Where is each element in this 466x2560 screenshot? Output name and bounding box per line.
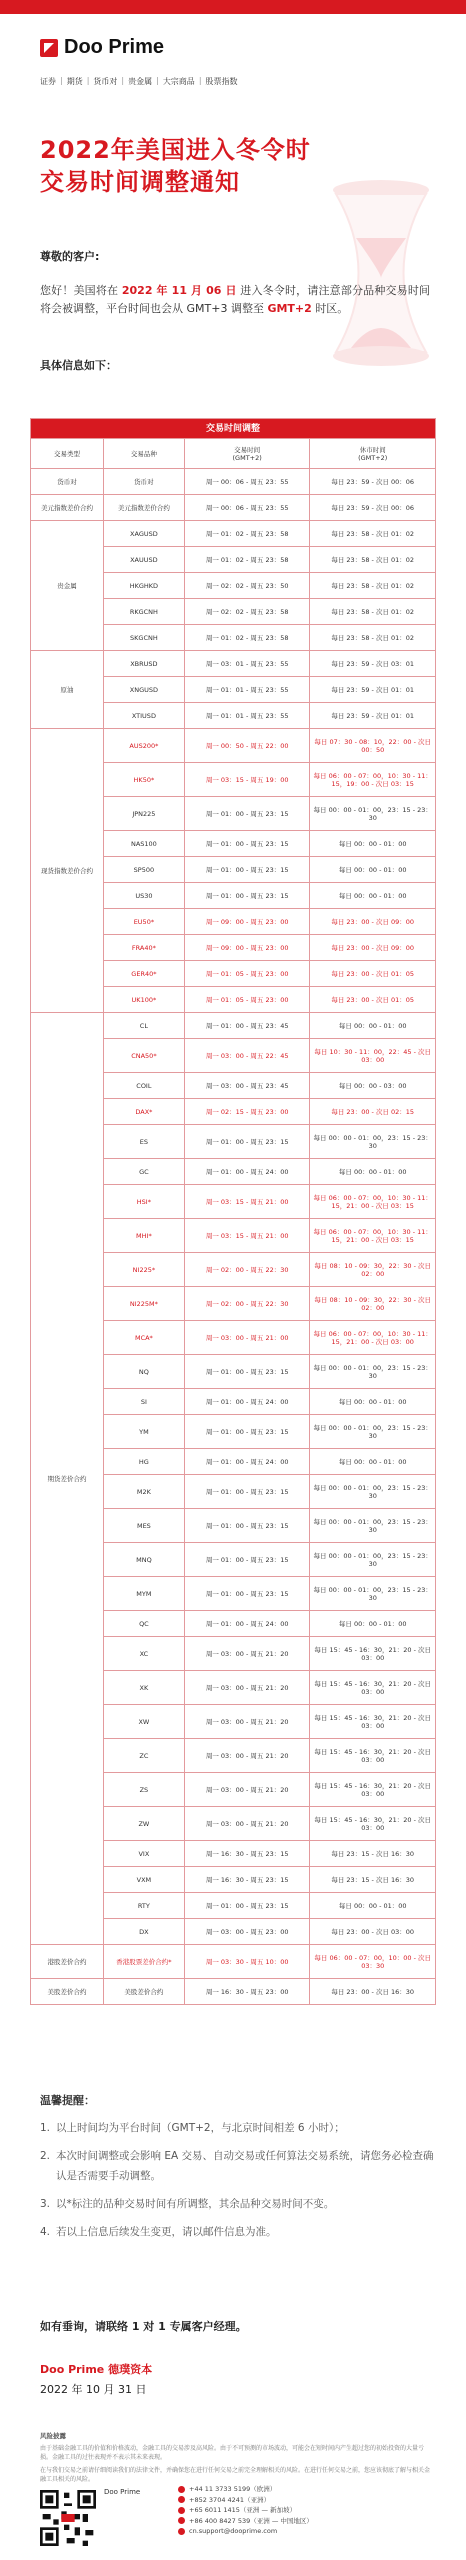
cell-trade-time: 周一 03：00 - 周五 21：20 bbox=[184, 1739, 310, 1773]
signature-brand: Doo Prime 德璞资本 bbox=[40, 2363, 153, 2376]
cell-symbol: ZC bbox=[103, 1739, 184, 1773]
contact-text: +852 3704 4241（亚洲） bbox=[189, 2495, 271, 2504]
table-row bbox=[31, 729, 436, 763]
cell-trade-time: 周一 01：00 - 周五 23：15 bbox=[184, 1125, 310, 1159]
cell-close-time: 每日 00：00 - 01：00，23：15 - 23：30 bbox=[310, 797, 436, 831]
cell-type: 现货指数差价合约 bbox=[31, 729, 104, 1013]
nav-separator: | bbox=[198, 76, 202, 85]
contact-text: +44 11 3733 5199（欧洲） bbox=[189, 2485, 277, 2493]
tip-text: 本次时间调整或会影响 EA 交易、自动交易或任何算法交易系统，请您务必检查确认是否需要手动调整。 bbox=[56, 2150, 434, 2182]
intro-text-2: 进入冬令时，请注意部分品种交易时间将会被调整，平台时间也会从 GMT+3 调整至 bbox=[40, 284, 431, 315]
cell-close-time: 每日 07：30 - 08：10，22：00 - 次日 00：50 bbox=[310, 729, 436, 763]
cell-close-time: 每日 06：00 - 07：00，10：30 - 11：15，19：00 - 次日 03：15 bbox=[310, 763, 436, 797]
risk-paragraph: 在与我们交易之前请仔细阅读我们的法律文件，并确保您在进行任何交易之前完全理解相关的风险。在进行任何交易之前，您应该彻底了解与相关金融工具相关的风险。 bbox=[40, 2467, 431, 2483]
cell-symbol: NAS100 bbox=[103, 831, 184, 857]
cell-close-time: 每日 23：58 - 次日 01：02 bbox=[310, 573, 436, 599]
cell-close-time: 每日 23：00 - 次日 09：00 bbox=[310, 909, 436, 935]
cell-close-time: 每日 23：00 - 次日 01：05 bbox=[310, 961, 436, 987]
cell-trade-time: 周一 01：00 - 周五 23：15 bbox=[184, 883, 310, 909]
tip-item bbox=[40, 2118, 436, 2138]
cell-close-time: 每日 00：00 - 01：00 bbox=[310, 883, 436, 909]
cell-trade-time: 周一 00：06 - 周五 23：55 bbox=[184, 495, 310, 521]
cell-symbol: RTY bbox=[103, 1893, 184, 1919]
cell-trade-time: 周一 01：00 - 周五 23：15 bbox=[184, 1509, 310, 1543]
header-trade-time: 交易时间 (GMT+2) bbox=[184, 439, 310, 469]
contact-text: +65 6011 1415（亚洲 — 新加坡） bbox=[189, 2506, 297, 2514]
cell-trade-time: 周一 16：30 - 周五 23：15 bbox=[184, 1867, 310, 1893]
tip-item bbox=[40, 2146, 436, 2186]
cell-trade-time: 周一 02：00 - 周五 22：30 bbox=[184, 1287, 310, 1321]
cell-trade-time: 周一 01：01 - 周五 23：55 bbox=[184, 703, 310, 729]
header-symbol: 交易品种 bbox=[103, 439, 184, 469]
cell-close-time: 每日 00：00 - 01：00，23：15 - 23：30 bbox=[310, 1355, 436, 1389]
cell-trade-time: 周一 03：15 - 周五 21：00 bbox=[184, 1185, 310, 1219]
cell-symbol: VXM bbox=[103, 1867, 184, 1893]
cell-close-time: 每日 23：59 - 次日 01：01 bbox=[310, 677, 436, 703]
table-row bbox=[31, 1945, 436, 1979]
tip-number: 1. bbox=[40, 2122, 51, 2134]
cell-trade-time: 周一 02：00 - 周五 22：30 bbox=[184, 1253, 310, 1287]
cell-symbol: COIL bbox=[103, 1073, 184, 1099]
nav-separator: | bbox=[156, 76, 159, 85]
cell-symbol: 美股差价合约 bbox=[103, 1979, 184, 2005]
cell-type: 期货差价合约 bbox=[31, 1013, 104, 1945]
cell-type: 美股差价合约 bbox=[31, 1979, 104, 2005]
cell-symbol: XNGUSD bbox=[103, 677, 184, 703]
cell-close-time: 每日 00：00 - 01：00 bbox=[310, 1611, 436, 1637]
cell-symbol: 香港股票差价合约* bbox=[103, 1945, 184, 1979]
intro-paragraph bbox=[40, 282, 430, 318]
cell-trade-time: 周一 03：00 - 周五 21：00 bbox=[184, 1321, 310, 1355]
cell-trade-time: 周一 03：30 - 周五 10：00 bbox=[184, 1945, 310, 1979]
cell-symbol: CL bbox=[103, 1013, 184, 1039]
cell-symbol: MCA* bbox=[103, 1321, 184, 1355]
cell-symbol: NQ bbox=[103, 1355, 184, 1389]
tip-number: 2. bbox=[40, 2150, 51, 2162]
cell-trade-time: 周一 03：00 - 周五 22：45 bbox=[184, 1039, 310, 1073]
cell-symbol: XK bbox=[103, 1671, 184, 1705]
header bbox=[0, 14, 466, 94]
cell-trade-time: 周一 02：15 - 周五 23：00 bbox=[184, 1099, 310, 1125]
cell-close-time: 每日 15：45 - 16：30，21：20 - 次日 03：00 bbox=[310, 1671, 436, 1705]
cell-trade-time: 周一 01：00 - 周五 23：15 bbox=[184, 1543, 310, 1577]
cell-close-time: 每日 15：45 - 16：30，21：20 - 次日 03：00 bbox=[310, 1705, 436, 1739]
nav-separator: | bbox=[121, 76, 125, 85]
cell-trade-time: 周一 03：00 - 周五 21：20 bbox=[184, 1637, 310, 1671]
cell-close-time: 每日 00：00 - 01：00，23：15 - 23：30 bbox=[310, 1415, 436, 1449]
cell-trade-time: 周一 09：00 - 周五 23：00 bbox=[184, 935, 310, 961]
cell-symbol: NI225* bbox=[103, 1253, 184, 1287]
cell-close-time: 每日 23：58 - 次日 01：02 bbox=[310, 599, 436, 625]
cell-trade-time: 周一 16：30 - 周五 23：15 bbox=[184, 1841, 310, 1867]
cell-close-time: 每日 00：00 - 01：00 bbox=[310, 831, 436, 857]
cell-symbol: XAUUSD bbox=[103, 547, 184, 573]
header-close-time: 休市时间 (GMT+2) bbox=[310, 439, 436, 469]
cell-symbol: MES bbox=[103, 1509, 184, 1543]
footer-brand: Doo Prime bbox=[104, 2488, 141, 2496]
cell-type: 美元指数差价合约 bbox=[31, 495, 104, 521]
cell-symbol: ZW bbox=[103, 1807, 184, 1841]
cell-trade-time: 周一 03：15 - 周五 21：00 bbox=[184, 1219, 310, 1253]
tip-text: 以上时间均为平台时间（GMT+2，与北京时间相差 6 小时）； bbox=[56, 2122, 345, 2134]
cell-close-time: 每日 06：00 - 07：00，10：00 - 次日 03：30 bbox=[310, 1945, 436, 1979]
cell-trade-time: 周一 00：50 - 周五 22：00 bbox=[184, 729, 310, 763]
cell-symbol: RKGCNH bbox=[103, 599, 184, 625]
cell-type: 原油 bbox=[31, 651, 104, 729]
cell-type: 货币对 bbox=[31, 469, 104, 495]
phone-icon bbox=[178, 2507, 185, 2514]
cell-trade-time: 周一 03：15 - 周五 19：00 bbox=[184, 763, 310, 797]
cell-close-time: 每日 23：00 - 次日 03：00 bbox=[310, 1919, 436, 1945]
cell-symbol: FRA40* bbox=[103, 935, 184, 961]
contact-lines bbox=[178, 2484, 313, 2537]
table-body bbox=[31, 469, 436, 2005]
table-row bbox=[31, 1013, 436, 1039]
nav-item[interactable]: 股票指数 bbox=[205, 77, 238, 86]
contact-email[interactable] bbox=[178, 2526, 313, 2537]
cell-symbol: 美元指数差价合约 bbox=[103, 495, 184, 521]
contact-phone-europe[interactable] bbox=[178, 2484, 313, 2495]
cell-close-time: 每日 23：15 - 次日 16：30 bbox=[310, 1841, 436, 1867]
cell-trade-time: 周一 01：02 - 周五 23：58 bbox=[184, 521, 310, 547]
contact-text: cn.support@dooprime.com bbox=[189, 2527, 278, 2535]
cell-symbol: SKGCNH bbox=[103, 625, 184, 651]
risk-title: 风险披露 bbox=[40, 2432, 66, 2440]
cell-trade-time: 周一 09：00 - 周五 23：00 bbox=[184, 909, 310, 935]
cell-trade-time: 周一 01：00 - 周五 23：15 bbox=[184, 831, 310, 857]
cell-close-time: 每日 00：00 - 01：00 bbox=[310, 1389, 436, 1415]
cell-symbol: XC bbox=[103, 1637, 184, 1671]
cell-close-time: 每日 15：45 - 16：30，21：20 - 次日 03：00 bbox=[310, 1739, 436, 1773]
cell-close-time: 每日 00：00 - 01：00，23：15 - 23：30 bbox=[310, 1125, 436, 1159]
cell-close-time: 每日 00：00 - 01：00，23：15 - 23：30 bbox=[310, 1543, 436, 1577]
cell-close-time: 每日 06：00 - 07：00，10：30 - 11：15，21：00 - 次日 03：15 bbox=[310, 1185, 436, 1219]
cell-trade-time: 周一 01：00 - 周五 23：45 bbox=[184, 1013, 310, 1039]
cell-trade-time: 周一 03：00 - 周五 21：20 bbox=[184, 1705, 310, 1739]
cell-trade-time: 周一 01：00 - 周五 23：15 bbox=[184, 1355, 310, 1389]
brand-logo-icon bbox=[40, 39, 58, 57]
cell-close-time: 每日 00：00 - 01：00 bbox=[310, 1893, 436, 1919]
schedule-table bbox=[30, 418, 436, 2005]
email-icon bbox=[178, 2528, 185, 2535]
cell-symbol: CNA50* bbox=[103, 1039, 184, 1073]
table-row bbox=[31, 651, 436, 677]
cell-symbol: HK50* bbox=[103, 763, 184, 797]
phone-icon bbox=[178, 2517, 185, 2524]
cell-symbol: MYM bbox=[103, 1577, 184, 1611]
top-accent-bar bbox=[0, 0, 466, 14]
cell-symbol: GC bbox=[103, 1159, 184, 1185]
detail-title: 具体信息如下： bbox=[40, 359, 117, 372]
cell-trade-time: 周一 01：00 - 周五 24：00 bbox=[184, 1159, 310, 1185]
cell-trade-time: 周一 01：00 - 周五 23：15 bbox=[184, 1475, 310, 1509]
tip-number: 4. bbox=[40, 2226, 51, 2238]
cell-close-time: 每日 23：58 - 次日 01：02 bbox=[310, 547, 436, 573]
cell-close-time: 每日 15：45 - 16：30，21：20 - 次日 03：00 bbox=[310, 1637, 436, 1671]
brand-name: Doo Prime bbox=[64, 36, 165, 58]
category-nav bbox=[40, 76, 238, 87]
cell-close-time: 每日 08：10 - 09：30，22：30 - 次日 02：00 bbox=[310, 1287, 436, 1321]
cell-symbol: DAX* bbox=[103, 1099, 184, 1125]
tips-title: 温馨提醒： bbox=[40, 2094, 95, 2107]
cell-close-time: 每日 23：59 - 次日 01：01 bbox=[310, 703, 436, 729]
cell-trade-time: 周一 01：01 - 周五 23：55 bbox=[184, 677, 310, 703]
table-row bbox=[31, 1979, 436, 2005]
cell-symbol: ES bbox=[103, 1125, 184, 1159]
signature-date: 2022 年 10 月 31 日 bbox=[40, 2383, 147, 2396]
page-title bbox=[40, 134, 311, 198]
cell-trade-time: 周一 03：00 - 周五 23：00 bbox=[184, 1919, 310, 1945]
intro-text-3: 时区。 bbox=[315, 302, 349, 315]
contact-text: +86 400 8427 539（亚洲 — 中国地区） bbox=[189, 2516, 313, 2525]
cell-close-time: 每日 15：45 - 16：30，21：20 - 次日 03：00 bbox=[310, 1807, 436, 1841]
cell-trade-time: 周一 01：02 - 周五 23：58 bbox=[184, 625, 310, 651]
title-line-2: 交易时间调整通知 bbox=[40, 168, 240, 196]
contact-note: 如有垂询，请联络 1 对 1 专属客户经理。 bbox=[40, 2320, 247, 2333]
cell-trade-time: 周一 03：00 - 周五 21：20 bbox=[184, 1807, 310, 1841]
cell-close-time: 每日 06：00 - 07：00，10：30 - 11：15，21：00 - 次日 03：00 bbox=[310, 1321, 436, 1355]
tip-item bbox=[40, 2194, 436, 2214]
cell-close-time: 每日 23：58 - 次日 01：02 bbox=[310, 521, 436, 547]
cell-trade-time: 周一 01：05 - 周五 23：00 bbox=[184, 961, 310, 987]
nav-item[interactable]: 贵金属 bbox=[128, 77, 153, 86]
cell-symbol: JPN225 bbox=[103, 797, 184, 831]
tip-text: 以*标注的品种交易时间有所调整，其余品种交易时间不变。 bbox=[56, 2198, 335, 2210]
nav-item[interactable]: 期货 bbox=[66, 77, 83, 86]
cell-symbol: DX bbox=[103, 1919, 184, 1945]
cell-symbol: SP500 bbox=[103, 857, 184, 883]
cell-trade-time: 周一 16：30 - 周五 23：00 bbox=[184, 1979, 310, 2005]
contact-phone-singapore[interactable] bbox=[178, 2505, 313, 2516]
nav-item[interactable]: 证券 bbox=[40, 77, 56, 86]
cell-symbol: M2K bbox=[103, 1475, 184, 1509]
cell-close-time: 每日 23：59 - 次日 00：06 bbox=[310, 469, 436, 495]
cell-close-time: 每日 23：00 - 次日 16：30 bbox=[310, 1979, 436, 2005]
table-row bbox=[31, 495, 436, 521]
cell-close-time: 每日 23：59 - 次日 03：01 bbox=[310, 651, 436, 677]
cell-trade-time: 周一 01：00 - 周五 23：15 bbox=[184, 797, 310, 831]
cell-close-time: 每日 00：00 - 01：00 bbox=[310, 1449, 436, 1475]
cell-close-time: 每日 08：10 - 09：30，22：30 - 次日 02：00 bbox=[310, 1253, 436, 1287]
hero bbox=[0, 118, 466, 248]
table-caption: 交易时间调整 bbox=[31, 419, 436, 439]
cell-symbol: AUS200* bbox=[103, 729, 184, 763]
cell-symbol: SI bbox=[103, 1389, 184, 1415]
cell-symbol: HSI* bbox=[103, 1185, 184, 1219]
cell-symbol: HKGHKD bbox=[103, 573, 184, 599]
cell-trade-time: 周一 01：00 - 周五 23：15 bbox=[184, 1577, 310, 1611]
cell-trade-time: 周一 01：00 - 周五 24：00 bbox=[184, 1611, 310, 1637]
cell-trade-time: 周一 03：01 - 周五 23：55 bbox=[184, 651, 310, 677]
footer bbox=[40, 2484, 440, 2554]
contact-phone-asia[interactable] bbox=[178, 2495, 313, 2506]
cell-symbol: GER40* bbox=[103, 961, 184, 987]
cell-close-time: 每日 23：00 - 次日 01：05 bbox=[310, 987, 436, 1013]
cell-type: 港股差价合约 bbox=[31, 1945, 104, 1979]
cell-symbol: XBRUSD bbox=[103, 651, 184, 677]
title-line-1: 2022年美国进入冬令时 bbox=[40, 136, 311, 164]
cell-close-time: 每日 23：59 - 次日 00：06 bbox=[310, 495, 436, 521]
table-header-row bbox=[31, 439, 436, 469]
cell-close-time: 每日 23：00 - 次日 02：15 bbox=[310, 1099, 436, 1125]
cell-trade-time: 周一 01：00 - 周五 23：15 bbox=[184, 1893, 310, 1919]
cell-close-time: 每日 23：15 - 次日 16：30 bbox=[310, 1867, 436, 1893]
cell-close-time: 每日 00：00 - 01：00，23：15 - 23：30 bbox=[310, 1577, 436, 1611]
phone-icon bbox=[178, 2486, 185, 2493]
risk-disclosure bbox=[40, 2432, 430, 2488]
cell-trade-time: 周一 01：00 - 周五 23：15 bbox=[184, 857, 310, 883]
cell-trade-time: 周一 01：00 - 周五 24：00 bbox=[184, 1389, 310, 1415]
nav-item[interactable]: 货币对 bbox=[93, 77, 118, 86]
cell-symbol: QC bbox=[103, 1611, 184, 1637]
cell-symbol: UK100* bbox=[103, 987, 184, 1013]
cell-type: 贵金属 bbox=[31, 521, 104, 651]
signature bbox=[40, 2360, 152, 2400]
nav-separator: | bbox=[86, 76, 90, 85]
cell-symbol: MNQ bbox=[103, 1543, 184, 1577]
table-row bbox=[31, 521, 436, 547]
cell-close-time: 每日 06：00 - 07：00，10：30 - 11：15，21：00 - 次日 03：15 bbox=[310, 1219, 436, 1253]
cell-trade-time: 周一 01：02 - 周五 23：58 bbox=[184, 547, 310, 573]
cell-symbol: VIX bbox=[103, 1841, 184, 1867]
cell-close-time: 每日 15：45 - 16：30，21：20 - 次日 03：00 bbox=[310, 1773, 436, 1807]
cell-symbol: NI225M* bbox=[103, 1287, 184, 1321]
cell-symbol: EU50* bbox=[103, 909, 184, 935]
cell-symbol: YM bbox=[103, 1415, 184, 1449]
hourglass-illustration bbox=[326, 178, 436, 368]
greeting: 尊敬的客户: bbox=[40, 250, 100, 263]
cell-symbol: US30 bbox=[103, 883, 184, 909]
nav-separator: | bbox=[60, 76, 63, 85]
table-row bbox=[31, 469, 436, 495]
cell-trade-time: 周一 03：00 - 周五 23：45 bbox=[184, 1073, 310, 1099]
cell-symbol: 货币对 bbox=[103, 469, 184, 495]
cell-trade-time: 周一 01：05 - 周五 23：00 bbox=[184, 987, 310, 1013]
cell-trade-time: 周一 02：02 - 周五 23：50 bbox=[184, 573, 310, 599]
cell-close-time: 每日 00：00 - 01：00 bbox=[310, 1159, 436, 1185]
header-type: 交易类型 bbox=[31, 439, 104, 469]
contact-phone-china[interactable] bbox=[178, 2516, 313, 2527]
qr-code-icon[interactable] bbox=[40, 2490, 96, 2546]
cell-close-time: 每日 00：00 - 01：00，23：15 - 23：30 bbox=[310, 1509, 436, 1543]
cell-trade-time: 周一 00：06 - 周五 23：55 bbox=[184, 469, 310, 495]
cell-trade-time: 周一 01：00 - 周五 24：00 bbox=[184, 1449, 310, 1475]
cell-symbol: XW bbox=[103, 1705, 184, 1739]
cell-trade-time: 周一 01：00 - 周五 23：15 bbox=[184, 1415, 310, 1449]
cell-close-time: 每日 23：00 - 次日 09：00 bbox=[310, 935, 436, 961]
intro-text-1: 您好！美国将在 bbox=[40, 284, 119, 297]
new-timezone: GMT+2 bbox=[267, 302, 312, 315]
cell-close-time: 每日 23：58 - 次日 01：02 bbox=[310, 625, 436, 651]
cell-close-time: 每日 00：00 - 01：00 bbox=[310, 857, 436, 883]
cell-symbol: XTIUSD bbox=[103, 703, 184, 729]
cell-close-time: 每日 10：30 - 11：00，22：45 - 次日 03：00 bbox=[310, 1039, 436, 1073]
cell-close-time: 每日 00：00 - 01：00 bbox=[310, 1013, 436, 1039]
cell-trade-time: 周一 02：02 - 周五 23：58 bbox=[184, 599, 310, 625]
cell-symbol: MHI* bbox=[103, 1219, 184, 1253]
nav-item[interactable]: 大宗商品 bbox=[162, 77, 195, 86]
cell-close-time: 每日 00：00 - 01：00，23：15 - 23：30 bbox=[310, 1475, 436, 1509]
cell-symbol: HG bbox=[103, 1449, 184, 1475]
tip-text: 若以上信息后续发生变更，请以邮件信息为准。 bbox=[56, 2226, 277, 2238]
brand-logo[interactable] bbox=[40, 36, 164, 59]
cell-symbol: ZS bbox=[103, 1773, 184, 1807]
effective-date: 2022 年 11 月 06 日 bbox=[121, 284, 237, 297]
cell-symbol: XAGUSD bbox=[103, 521, 184, 547]
schedule-table-wrap bbox=[30, 418, 436, 2005]
cell-trade-time: 周一 03：00 - 周五 21：20 bbox=[184, 1773, 310, 1807]
tips-list bbox=[40, 2118, 436, 2250]
cell-close-time: 每日 00：00 - 03：00 bbox=[310, 1073, 436, 1099]
cell-trade-time: 周一 03：00 - 周五 21：20 bbox=[184, 1671, 310, 1705]
tip-item bbox=[40, 2222, 436, 2242]
phone-icon bbox=[178, 2496, 185, 2503]
risk-paragraph: 由于基础金融工具的价值和价格波动，金融工具的交易涉及高风险。由于不可预测的市场波动，可能会在短时间内产生超过您的初始投资的大量亏损。金融工具的过往表现并不表示其未来表现。 bbox=[40, 2445, 425, 2461]
tip-number: 3. bbox=[40, 2198, 51, 2210]
